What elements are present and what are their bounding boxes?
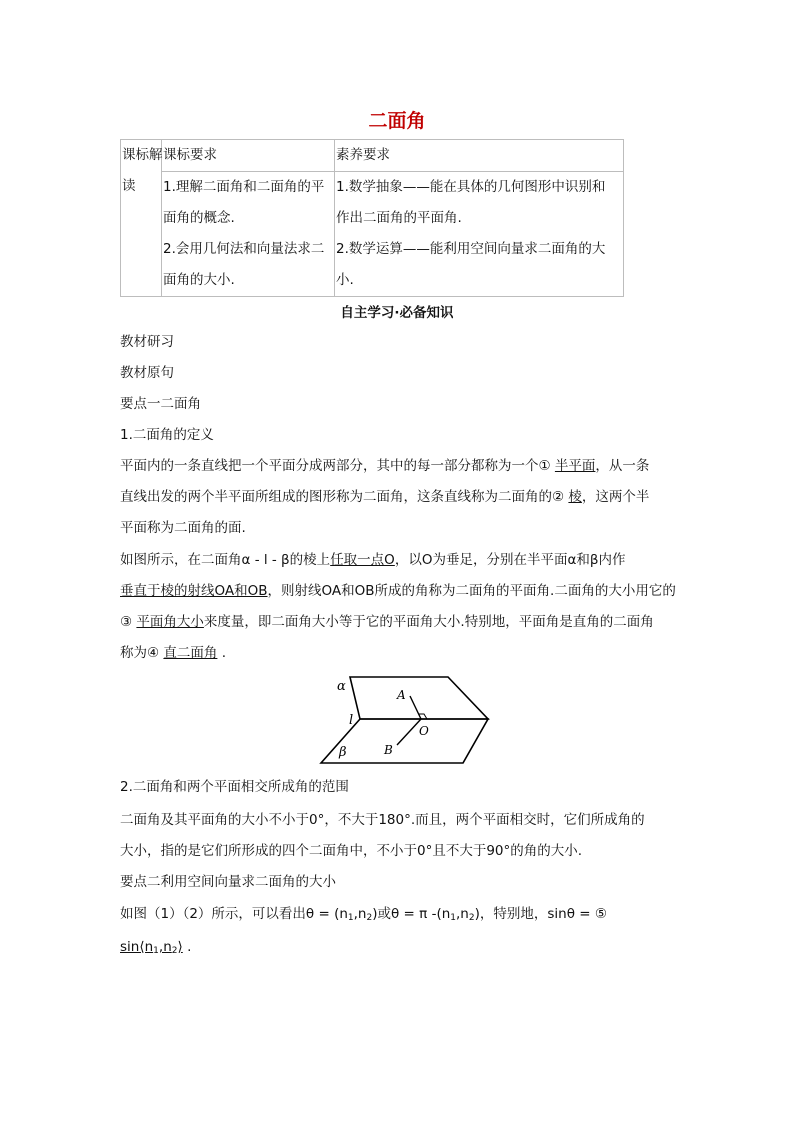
heading-range: 2.二面角和两个平面相交所成角的范围: [120, 779, 349, 795]
ray-ob: [397, 719, 421, 745]
paragraph-range-line-1: 二面角及其平面角的大小不小于0°，不大于180°.而且，两个平面相交时，它们所成角的: [120, 812, 645, 828]
heading-textbook-study: 教材研习: [120, 334, 174, 350]
paragraph-range-line-2: 大小，指的是它们所形成的四个二面角中，不小于0°且不大于90°的角的大小.: [120, 843, 583, 859]
section-heading: 自主学习·必备知识: [340, 305, 454, 321]
paragraph-plane-angle-line-2: 垂直于棱的射线OA和OB，则射线OA和OB所成的角称为二面角的平面角.二面角的大小用它的: [120, 583, 676, 599]
paragraph-plane-angle-line-1: 如图所示，在二面角α - l - β的棱上任取一点O，以O为垂足，分别在半平面α和β内作: [120, 552, 626, 568]
plane-alpha: [350, 677, 488, 719]
table-cell-curriculum-interpretation: 课标解 读: [121, 140, 162, 297]
paragraph-plane-angle-line-4: 称为④ 直二面角 .: [120, 645, 226, 661]
table-cell-literacy-requirements: 1.数学抽象——能在具体的几何图形中识别和 作出二面角的平面角. 2.数学运算——能利用空间向量求二面角的大 小.: [335, 172, 624, 297]
paragraph-vector-line-2: $\sin⟨n_1,n_2⟩$ .: [120, 939, 192, 956]
table-cell-curriculum-requirements: 1.理解二面角和二面角的平 面角的概念. 2.会用几何法和向量法求二 面角的大小.: [162, 172, 335, 297]
paragraph-vector-line-1: 如图（1）（2）所示，可以看出$\theta = (n_1,n_2)$或θ = π $-(n_1,n_2)$，特别地，sinθ = ⑤: [120, 906, 607, 923]
label-beta: β: [339, 745, 347, 760]
heading-textbook-text: 教材原句: [120, 365, 174, 381]
paragraph-definition-line-1: 平面内的一条直线把一个平面分成两部分，其中的每一部分都称为一个① 半平面，从一条: [120, 458, 650, 474]
ray-oa: [410, 696, 421, 719]
paragraph-definition-line-3: 平面称为二面角的面.: [120, 520, 246, 536]
answer-blank-4: 直二面角: [163, 645, 218, 661]
heading-key-point-two: 要点二利用空间向量求二面角的大小: [120, 874, 336, 890]
table-body-row: [121, 172, 624, 297]
curriculum-table: [120, 139, 624, 297]
label-o: O: [419, 724, 429, 738]
document-title: 二面角: [368, 110, 426, 132]
label-b: B: [384, 743, 393, 757]
heading-definition: 1.二面角的定义: [120, 427, 214, 443]
label-alpha: α: [337, 679, 346, 694]
dihedral-angle-figure: [318, 674, 490, 770]
answer-blank-2: 棱: [568, 489, 582, 505]
answer-blank-1: 半平面: [554, 458, 596, 474]
table-header-curriculum-requirements: 课标要求: [162, 140, 335, 172]
paragraph-plane-angle-line-3: ③ 平面角大小来度量，即二面角大小等于它的平面角大小.特别地，平面角是直角的二面角: [120, 614, 654, 630]
answer-blank-5: $\sin⟨n_1,n_2⟩$: [120, 939, 183, 956]
table-header-literacy-requirements: 素养要求: [335, 140, 624, 172]
table-header-row: [121, 140, 624, 172]
paragraph-definition-line-2: 直线出发的两个半平面所组成的图形称为二面角，这条直线称为二面角的② 棱，这两个半: [120, 489, 650, 505]
answer-blank-3: 平面角大小: [136, 614, 204, 630]
label-l: l: [349, 713, 354, 728]
label-a: A: [397, 688, 406, 702]
heading-key-point-one: 要点一二面角: [120, 396, 201, 412]
